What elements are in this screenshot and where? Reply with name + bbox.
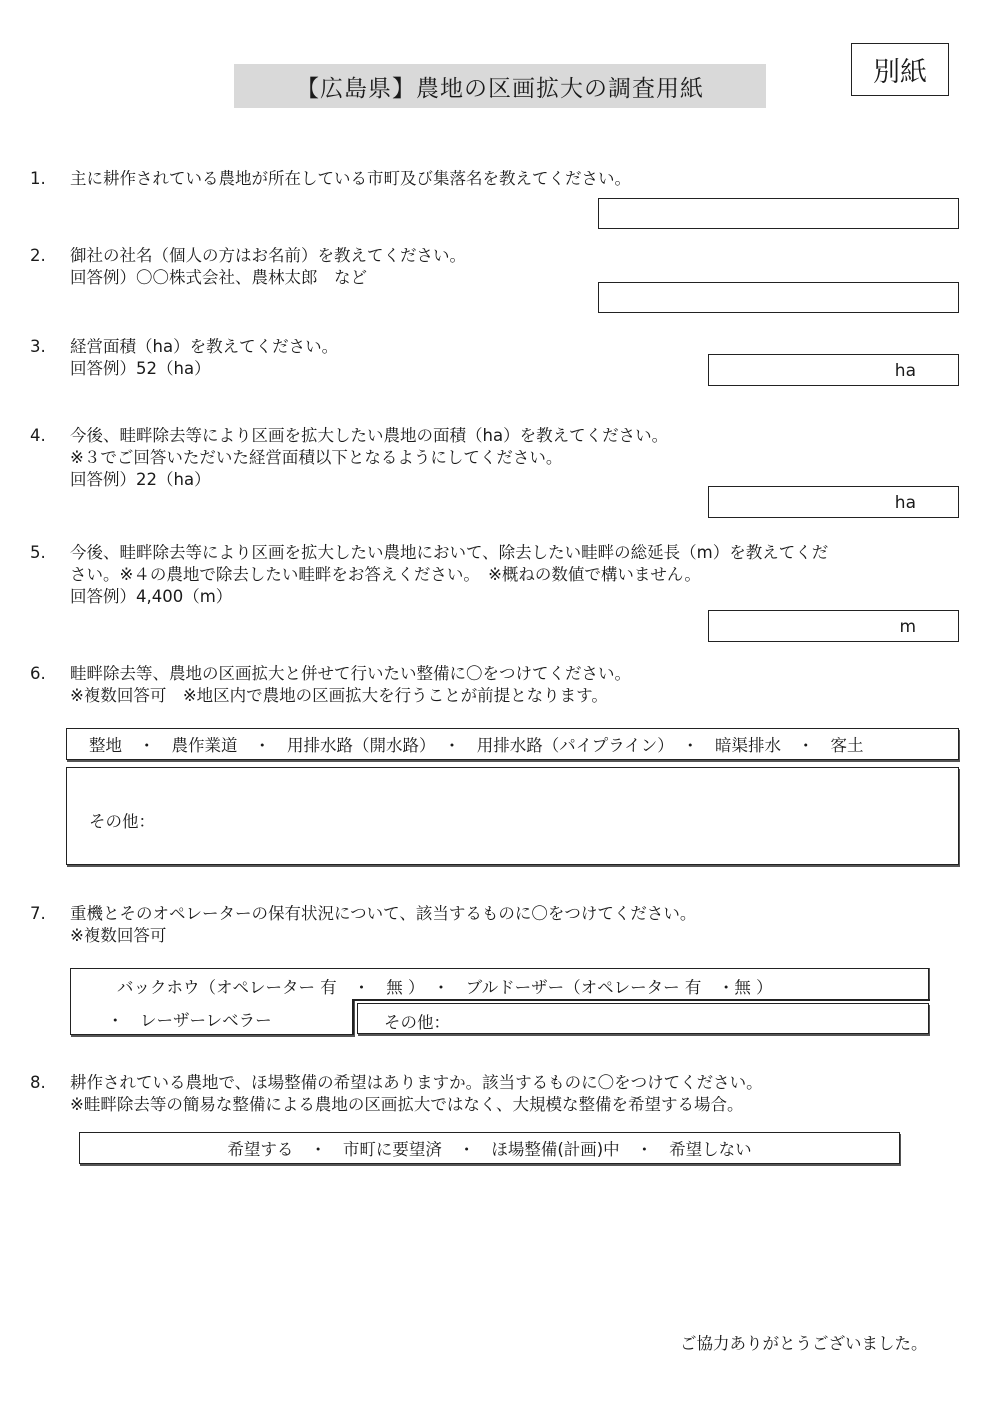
question-note: ※複数回答可	[70, 926, 167, 945]
question-note: ※３でご回答いただいた経営面積以下となるようにしてください。	[70, 448, 563, 467]
question-number: 7.	[30, 904, 46, 923]
question-7	[30, 903, 696, 947]
options-q7-row2[interactable]	[70, 999, 354, 1035]
question-text-cont: さい。※４の農地で除去したい畦畔をお答えください。 ※概ねの数値で構いません。	[70, 565, 701, 584]
answer-field-q3[interactable]	[708, 354, 959, 386]
question-text: 今後、畦畔除去等により区画を拡大したい農地の面積（ha）を教えてください。	[70, 426, 669, 445]
question-number: 8.	[30, 1073, 46, 1092]
options-q8[interactable]	[79, 1132, 900, 1164]
other-label: その他：	[89, 812, 155, 831]
question-text: 畦畔除去等、農地の区画拡大と併せて行いたい整備に〇をつけてください。	[70, 664, 631, 683]
question-4	[30, 425, 668, 491]
question-3	[30, 336, 338, 380]
question-note: ※複数回答可 ※地区内で農地の区画拡大を行うことが前提となります。	[70, 686, 608, 705]
answer-field-q5[interactable]	[708, 610, 959, 642]
answer-field-q1[interactable]	[598, 198, 959, 229]
answer-example: 回答例）52（ha）	[70, 359, 211, 378]
question-text: 主に耕作されている農地が所在している市町及び集落名を教えてください。	[70, 169, 631, 188]
options-text: ・ レーザーレベラー	[107, 1011, 272, 1030]
unit-label: ha	[894, 361, 916, 381]
question-5	[30, 542, 828, 608]
answer-example: 回答例）〇〇株式会社、農林太郎 など	[70, 268, 367, 287]
attachment-label-text: 別紙	[873, 57, 927, 88]
unit-label: m	[899, 617, 916, 637]
question-text: 御社の社名（個人の方はお名前）を教えてください。	[70, 246, 466, 265]
answer-example: 回答例）4,400（m）	[70, 587, 233, 606]
options-q7-row1[interactable]	[70, 968, 929, 1000]
question-number: 2.	[30, 246, 46, 265]
question-number: 6.	[30, 664, 46, 683]
question-number: 3.	[30, 337, 46, 356]
answer-example: 回答例）22（ha）	[70, 470, 211, 489]
options-text: 整地 ・ 農作業道 ・ 用排水路（開水路） ・ 用排水路（パイプライン） ・ 暗渠排水 ・ 客土	[89, 736, 864, 755]
unit-label: ha	[894, 493, 916, 513]
question-text: 今後、畦畔除去等により区画を拡大したい農地において、除去したい畦畔の総延長（m）を教えてくだ	[70, 543, 829, 562]
question-text: 耕作されている農地で、ほ場整備の希望はありますか。該当するものに〇をつけてください。	[70, 1073, 763, 1092]
question-number: 1.	[30, 169, 46, 188]
options-text: バックホウ（オペレーター 有 ・ 無 ） ・ ブルドーザー（オペレーター 有 ・無 ）	[117, 978, 773, 997]
other-field-q7[interactable]	[357, 1003, 929, 1034]
divider	[352, 999, 930, 1001]
other-label: その他：	[384, 1013, 450, 1032]
question-6	[30, 663, 631, 707]
options-q6[interactable]	[66, 728, 959, 760]
other-field-q6[interactable]	[66, 767, 959, 865]
options-text: 希望する ・ 市町に要望済 ・ ほ場整備(計画)中 ・ 希望しない	[227, 1140, 752, 1159]
question-number: 4.	[30, 426, 46, 445]
page-title-text: 【広島県】農地の区画拡大の調査用紙	[296, 75, 704, 102]
question-2	[30, 245, 466, 289]
attachment-label	[851, 43, 949, 96]
thanks-message: ご協力ありがとうございました。	[680, 1334, 928, 1353]
question-note: ※畦畔除去等の簡易な整備による農地の区画拡大ではなく、大規模な整備を希望する場合。	[70, 1095, 744, 1114]
question-text: 重機とそのオペレーターの保有状況について、該当するものに〇をつけてください。	[70, 904, 697, 923]
question-text: 経営面積（ha）を教えてください。	[70, 337, 339, 356]
divider	[352, 999, 354, 1035]
page-title	[234, 64, 766, 108]
answer-field-q4[interactable]	[708, 486, 959, 518]
question-8	[30, 1072, 763, 1116]
answer-field-q2[interactable]	[598, 282, 959, 313]
question-1	[30, 168, 631, 190]
question-number: 5.	[30, 543, 46, 562]
